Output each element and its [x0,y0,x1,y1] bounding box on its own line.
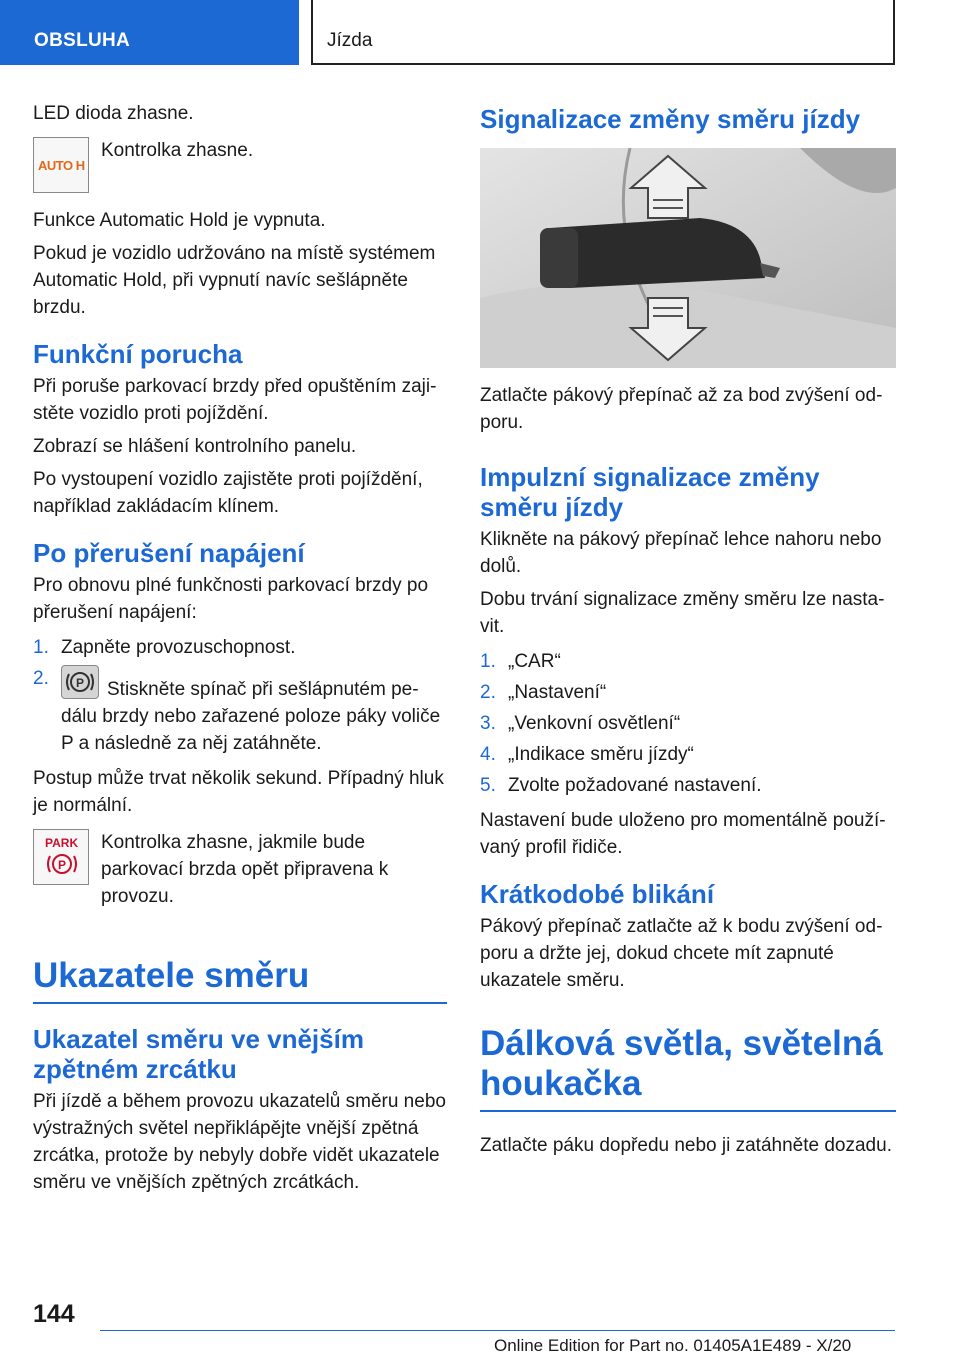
paragraph: Při poruše parkovací brzdy před opuštěním zajistěte vozidlo proti pojíždění. [33,376,437,424]
list-item [480,741,896,768]
heading-turn-signals: Ukazatele směru [33,956,447,1004]
step-number: 3. [480,713,496,734]
paragraph: Postup může trvat několik sekund. Případný hluk je normální. [33,768,444,816]
heading-fault: Funkční porucha [33,339,243,369]
list-item [480,648,896,675]
paragraph: Zatlačte páku dopředu nebo ji zatáhněte dozadu. [480,1135,892,1156]
list-item [480,772,896,799]
paragraph: Při jízdě a během provozu ukazatelů směru nebo výstražných světel nepřiklápějte vnější zpětná zrcátka, protože by nebyly dobře vidět ukazatele směru ve vnějších zpětných zrcátkách. [33,1091,446,1193]
settings-steps [480,648,896,799]
list-item [480,710,896,737]
indicator-text: Kontrolka zhasne. [101,140,254,161]
parking-brake-switch-icon [61,665,99,699]
step-text: Zapněte provozuschopnost. [61,637,296,658]
page-number: 144 [33,1300,75,1328]
indicator-text: Kontrolka zhasne, jakmile bude parkovací brzda opět připravena k provozu. [101,832,389,907]
paragraph: Nastavení bude uloženo pro momentálně používaný profil řidiče. [480,810,886,858]
chapter-title: Jízda [311,0,895,65]
auto-hold-label: AUTO H [38,158,85,173]
left-column [33,100,447,1202]
park-brake-warning-icon [33,829,89,885]
heading-signal: Signalizace změny směru jízdy [480,104,861,134]
heading-mirror: Ukazatel směru ve vnějším zpětném zrcátku [33,1024,364,1084]
steps-list [33,634,447,757]
heading-power: Po přerušení napájení [33,538,305,568]
paragraph: Zatlačte pákový přepínač až za bod zvýšení odporu. [480,385,883,433]
paragraph: Pro obnovu plné funkčnosti parkovací brzdy po přerušení napájení: [33,575,429,623]
step-content [61,665,447,757]
step-number: 2. [33,668,49,689]
turn-signal-lever-figure [480,148,896,368]
heading-high-beam: Dálková světla, světelná houkačka [480,1024,896,1112]
right-column [480,100,896,1165]
svg-text:P: P [75,676,85,690]
paragraph: Funkce Automatic Hold je vypnuta. [33,210,326,231]
svg-text:P: P [57,858,67,872]
step-text: „CAR“ [508,651,561,672]
step-number: 2. [480,682,496,703]
step-text: Stiskněte spínač při sešlápnutém pedálu brzdy nebo zařazené poloze páky voliče P a následně za něj zatáhněte. [61,679,441,754]
step-text: Zvolte požadované nastavení. [508,775,762,796]
paragraph: LED dioda zhasne. [33,103,194,124]
heading-short-blink: Krátkodobé blikání [480,879,715,909]
list-item [33,634,447,661]
paragraph: Klikněte na pákový přepínač lehce nahoru nebo dolů. [480,529,882,577]
list-item [33,665,447,757]
indicator-row [33,137,447,193]
step-text: „Indikace směru jízdy“ [508,744,694,765]
section-tab: OBSLUHA [0,0,299,65]
footer-divider [100,1330,895,1331]
footer-edition: Online Edition for Part no. 01405A1E489 - X/20 [494,1336,852,1355]
paragraph: Pákový přepínač zatlačte až k bodu zvýšení odporu a držte jej, dokud chcete mít zapnuté ukazatele směru. [480,916,883,991]
heading-impulse: Impulzní signalizace změny směru jízdy [480,462,820,522]
step-number: 5. [480,775,496,796]
park-label: PARK [45,836,79,850]
step-text: „Venkovní osvětlení“ [508,713,681,734]
list-item [480,679,896,706]
step-number: 1. [480,651,496,672]
paragraph: Dobu trvání signalizace změny směru lze nastavit. [480,589,885,637]
paragraph: Po vystoupení vozidlo zajistěte proti pojíždění, například zakládacím klínem. [33,469,423,517]
step-text: „Nastavení“ [508,682,607,703]
step-number: 4. [480,744,496,765]
paragraph: Zobrazí se hlášení kontrolního panelu. [33,436,357,457]
step-number: 1. [33,637,49,658]
indicator-row [33,829,447,916]
auto-hold-icon [33,137,89,193]
paragraph: Pokud je vozidlo udržováno na místě systémem Automatic Hold, při vypnutí navíc sešlápněte brzdu. [33,243,436,318]
